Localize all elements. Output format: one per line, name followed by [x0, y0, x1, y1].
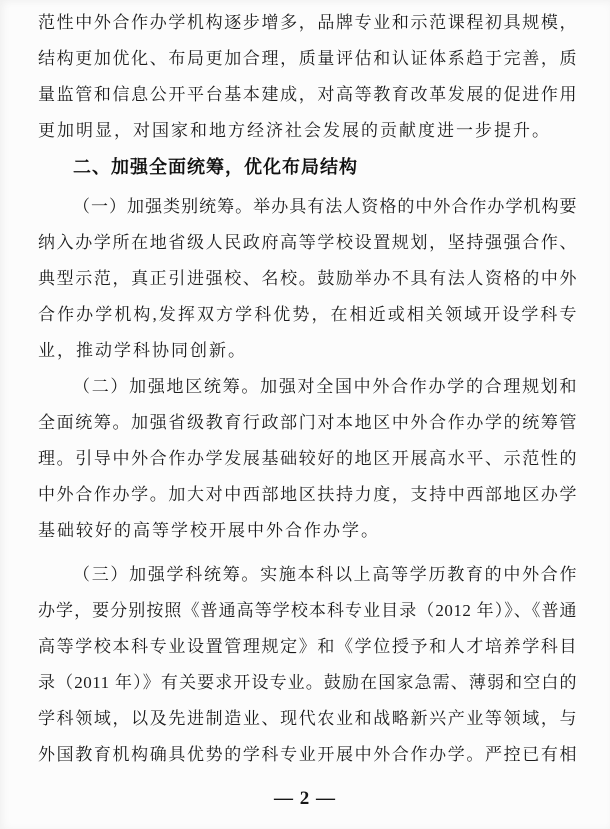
body-line: 典型示范，真正引进强校、名校。鼓励举办不具有法人资格的中外: [38, 269, 577, 288]
body-line: （一）加强类别统筹。举办具有法人资格的中外合作办学机构要: [73, 197, 577, 216]
intro-paragraph: [38, 5, 577, 149]
paragraph-1: [38, 189, 577, 369]
document-body: [38, 5, 577, 773]
body-line: 理。引导中外合作办学发展基础较好的地区开展高水平、示范性的: [38, 449, 577, 468]
page-number: — 2 —: [274, 788, 336, 809]
body-line: 全面统筹。加强省级教育行政部门对本地区中外合作办学的统筹管: [38, 413, 577, 432]
body-line: 中外合作办学。加大对中西部地区扶持力度，支持中西部地区办学: [38, 485, 577, 504]
body-line: 办学，要分别按照《普通高等学校本科专业目录（2012 年）》、《普通: [38, 601, 577, 620]
body-line: 学科领域，以及先进制造业、现代农业和战略新兴产业等领域，与: [38, 709, 577, 728]
paragraph-2: [38, 369, 577, 549]
body-line: 范性中外合作办学机构逐步增多，品牌专业和示范课程初具规模，: [38, 13, 577, 32]
body-line: 更加明显，对国家和地方经济社会发展的贡献度进一步提升。: [38, 121, 551, 140]
page-footer: [0, 788, 610, 810]
body-line: 合作办学机构,发挥双方学科优势，在相近或相关领域开设学科专: [38, 305, 577, 324]
body-line: 结构更加优化、布局更加合理，质量评估和认证体系趋于完善，质: [38, 49, 577, 68]
body-line: （二）加强地区统筹。加强对全国中外合作办学的合理规划和: [73, 377, 577, 396]
body-line: 业，推动学科协同创新。: [38, 341, 247, 360]
body-line: （三）加强学科统筹。实施本科以上高等学历教育的中外合作: [73, 565, 577, 584]
body-line: 量监管和信息公开平台基本建成，对高等教育改革发展的促进作用: [38, 85, 577, 104]
body-line: 高等学校本科专业设置管理规定》和《学位授予和人才培养学科目: [38, 637, 577, 656]
body-line: 外国教育机构确具优势的学科专业开展中外合作办学。严控已有相: [38, 745, 577, 764]
body-line: 纳入办学所在地省级人民政府高等学校设置规划，坚持强强合作、: [38, 233, 577, 252]
body-line: 基础较好的高等学校开展中外合作办学。: [38, 521, 380, 540]
body-line: 录（2011 年）》有关要求开设专业。鼓励在国家急需、薄弱和空白的: [38, 673, 577, 692]
paragraph-3: [38, 557, 577, 773]
section-heading: 二、加强全面统筹，优化布局结构: [73, 157, 358, 177]
